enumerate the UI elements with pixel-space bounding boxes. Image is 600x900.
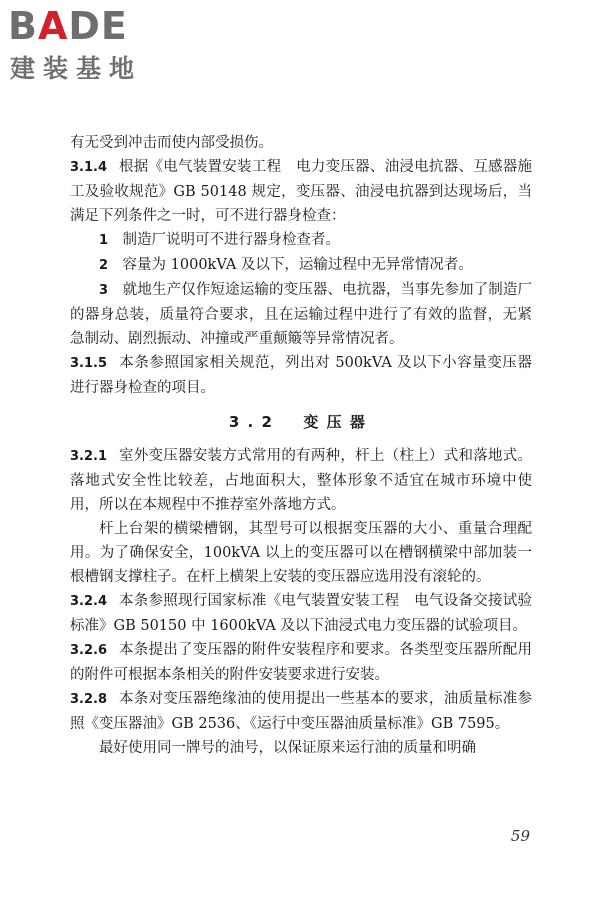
clause-3-2-8 [70, 687, 532, 736]
clause-3-2-6 [70, 638, 532, 687]
clause-3-1-4 [70, 155, 532, 228]
list-item [70, 278, 532, 351]
clause-number: 3.2.1 [70, 449, 108, 464]
clause-text: 室外变压器安装方式常用的有两种，杆上（柱上）式和落地式。落地式安全性比较差，占地面积大，整体形象不适宜在城市环境中使用，所以在本规程中不推荐室外落地方式。 [70, 448, 532, 513]
page-number: 59 [510, 827, 530, 845]
section-heading [70, 410, 532, 434]
clause-number: 3.1.4 [70, 160, 108, 175]
clause-3-2-4 [70, 589, 532, 638]
list-item-text: 容量为 1000kVA 及以下，运输过程中无异常情况者。 [122, 257, 473, 273]
clause-number: 3.2.8 [70, 692, 108, 707]
bade-logo [8, 6, 178, 86]
clause-text: 本条参照国家相关规范，列出对 500kVA 及以下小容量变压器进行器身检查的项目。 [70, 355, 532, 396]
section-number: 3.2 [228, 413, 281, 431]
clause-text: 本条提出了变压器的附件安装程序和要求。各类型变压器所配用的附件可根据本条相关的附件安装要求进行安装。 [70, 642, 532, 683]
intro-continuation: 有无受到冲击而使内部受损伤。 [70, 135, 273, 151]
clause-number: 3.2.6 [70, 643, 108, 658]
list-item-number: 3 [99, 283, 109, 298]
clause-text: 根据《电气装置安装工程 电力变压器、油浸电抗器、互感器施工及验收规范》GB 50148 规定，变压器、油浸电抗器到达现场后，当满足下列条件之一时，可不进行器身检查： [70, 159, 532, 224]
logo-subtitle: 建装基地 [10, 54, 143, 83]
clause-3-1-5 [70, 351, 532, 400]
list-item-text: 就地生产仅作短途运输的变压器、电抗器，当事先参加了制造厂的器身总装，质量符合要求，且在运输过程中进行了有效的监督，无紧急制动、剧烈振动、冲撞或严重颠簸等异常情况者。 [70, 282, 533, 347]
list-item-number: 1 [99, 233, 109, 248]
paragraph: 最好使用同一牌号的油号，以保证原来运行油的质量和明确 [99, 740, 476, 756]
clause-number: 3.1.5 [70, 356, 108, 371]
list-item-number: 2 [99, 258, 109, 273]
logo-wordmark: BADE [8, 4, 128, 48]
list-item [70, 253, 532, 278]
page-body [70, 131, 532, 760]
clause-text: 本条参照现行国家标准《电气装置安装工程 电气设备交接试验标准》GB 50150 中 1600kVA 及以下油浸式电力变压器的试验项目。 [70, 593, 532, 634]
clause-number: 3.2.4 [70, 594, 108, 609]
clause-3-2-1 [70, 444, 532, 517]
section-title: 变压器 [303, 413, 374, 431]
paragraph: 杆上台架的横梁槽钢，其型号可以根据变压器的大小、重量合理配用。为了确保安全，100kVA 以上的变压器可以在槽钢横梁中部加装一根槽钢支撑柱子。在杆上横架上安装的变压器应选用没有滚轮的。 [70, 521, 532, 585]
clause-text: 本条对变压器绝缘油的使用提出一些基本的要求，油质量标准参照《变压器油》GB 2536、《运行中变压器油质量标准》GB 7595。 [70, 691, 532, 732]
list-item-text: 制造厂说明可不进行器身检查者。 [122, 232, 341, 248]
list-item [70, 228, 532, 253]
